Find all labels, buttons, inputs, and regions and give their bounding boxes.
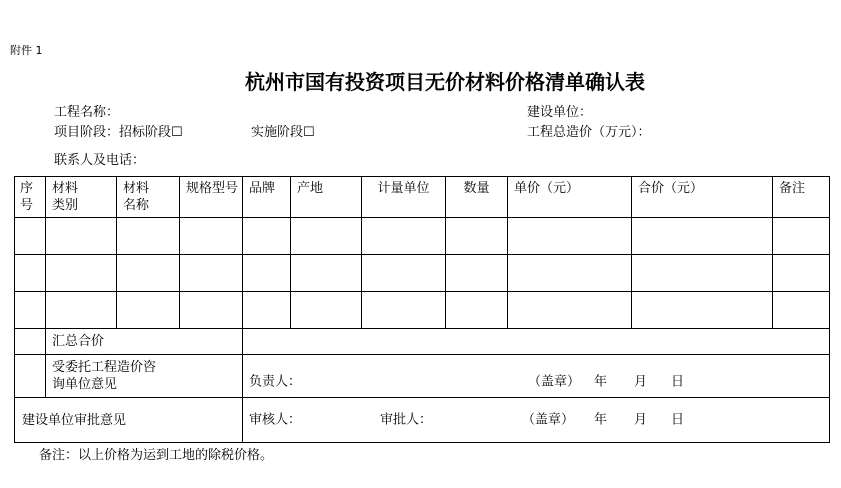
header-material-name-text: 材料名称: [123, 181, 150, 213]
summary-label: 汇总合价: [46, 329, 243, 355]
contact-label: 联系人及电话：: [54, 153, 146, 168]
table-cell[interactable]: [508, 218, 632, 255]
table-cell: [15, 329, 46, 355]
table-cell[interactable]: [180, 218, 243, 255]
builder-day-label: 日: [671, 412, 685, 428]
builder-label: 建设单位：: [527, 105, 593, 120]
table-cell[interactable]: [15, 292, 46, 329]
consultant-year-label: 年: [594, 374, 608, 390]
header-origin: 产地: [291, 177, 362, 218]
table-cell[interactable]: [446, 255, 508, 292]
project-name-label: 工程名称：: [54, 105, 120, 120]
approver-label: 审批人：: [380, 412, 433, 428]
table-cell[interactable]: [243, 292, 291, 329]
table-cell[interactable]: [243, 218, 291, 255]
footnote: 备注：以上价格为运到工地的除税价格。: [39, 448, 274, 463]
page-title: 杭州市国有投资项目无价材料价格清单确认表: [245, 70, 645, 94]
table-cell[interactable]: [291, 292, 362, 329]
table-cell[interactable]: [15, 255, 46, 292]
reviewer-label: 审核人：: [249, 412, 302, 428]
project-stage-label: 项目阶段：招标阶段☐: [54, 125, 183, 140]
consultant-day-label: 日: [671, 374, 685, 390]
consultant-opinion-label-text: 受委托工程造价咨询单位意见: [52, 360, 157, 392]
builder-opinion-cell[interactable]: [243, 398, 830, 443]
consultant-seal-label: （盖章）: [528, 374, 581, 390]
header-material-type: [46, 177, 117, 218]
consultant-month-label: 月: [634, 374, 648, 390]
table-row: [15, 255, 830, 292]
table-cell[interactable]: [446, 292, 508, 329]
builder-opinion-row: [15, 398, 830, 443]
header-seq: 序号: [15, 177, 46, 218]
table-cell[interactable]: [362, 218, 446, 255]
table-cell[interactable]: [291, 218, 362, 255]
consultant-opinion-cell[interactable]: [243, 355, 830, 398]
builder-seal-label: （盖章）: [522, 412, 575, 428]
attachment-label: 附件 1: [10, 44, 43, 57]
summary-row: [15, 329, 830, 355]
table-cell[interactable]: [773, 255, 830, 292]
table-cell[interactable]: [508, 255, 632, 292]
table-cell[interactable]: [117, 292, 180, 329]
header-brand: 品牌: [243, 177, 291, 218]
table-cell[interactable]: [362, 292, 446, 329]
header-total-price: 合价（元）: [632, 177, 773, 218]
table-cell[interactable]: [632, 218, 773, 255]
header-unit: 计量单位: [362, 177, 446, 218]
table-cell[interactable]: [508, 292, 632, 329]
table-row: [15, 292, 830, 329]
table-cell[interactable]: [632, 292, 773, 329]
table-cell: [15, 355, 46, 398]
table-cell[interactable]: [46, 292, 117, 329]
table-header-row: [15, 177, 830, 218]
table-cell[interactable]: [362, 255, 446, 292]
header-spec: [180, 177, 243, 218]
header-material-name: [117, 177, 180, 218]
consultant-opinion-label: [46, 355, 243, 398]
header-spec-text: 规格型号: [186, 181, 239, 196]
table-cell[interactable]: [773, 292, 830, 329]
header-quantity: 数量: [446, 177, 508, 218]
header-unit-price: 单价（元）: [508, 177, 632, 218]
header-remark: 备注: [773, 177, 830, 218]
table-cell[interactable]: [15, 218, 46, 255]
total-cost-label: 工程总造价（万元）：: [527, 125, 651, 140]
table-cell[interactable]: [291, 255, 362, 292]
table-cell[interactable]: [180, 255, 243, 292]
builder-year-label: 年: [594, 412, 608, 428]
table-cell[interactable]: [46, 255, 117, 292]
table-cell[interactable]: [117, 255, 180, 292]
builder-month-label: 月: [634, 412, 648, 428]
builder-opinion-label: 建设单位审批意见: [15, 398, 243, 443]
table-cell[interactable]: [243, 255, 291, 292]
table-cell[interactable]: [446, 218, 508, 255]
table-row: [15, 218, 830, 255]
table-cell[interactable]: [180, 292, 243, 329]
summary-value[interactable]: [243, 329, 830, 355]
implement-stage-label: 实施阶段☐: [251, 125, 315, 140]
table-cell[interactable]: [117, 218, 180, 255]
responsible-label: 负责人：: [249, 374, 302, 390]
table-cell[interactable]: [773, 218, 830, 255]
header-material-type-text: 材料类别: [52, 181, 79, 213]
consultant-opinion-row: [15, 355, 830, 398]
material-price-table: [14, 176, 830, 443]
table-cell[interactable]: [46, 218, 117, 255]
table-cell[interactable]: [632, 255, 773, 292]
